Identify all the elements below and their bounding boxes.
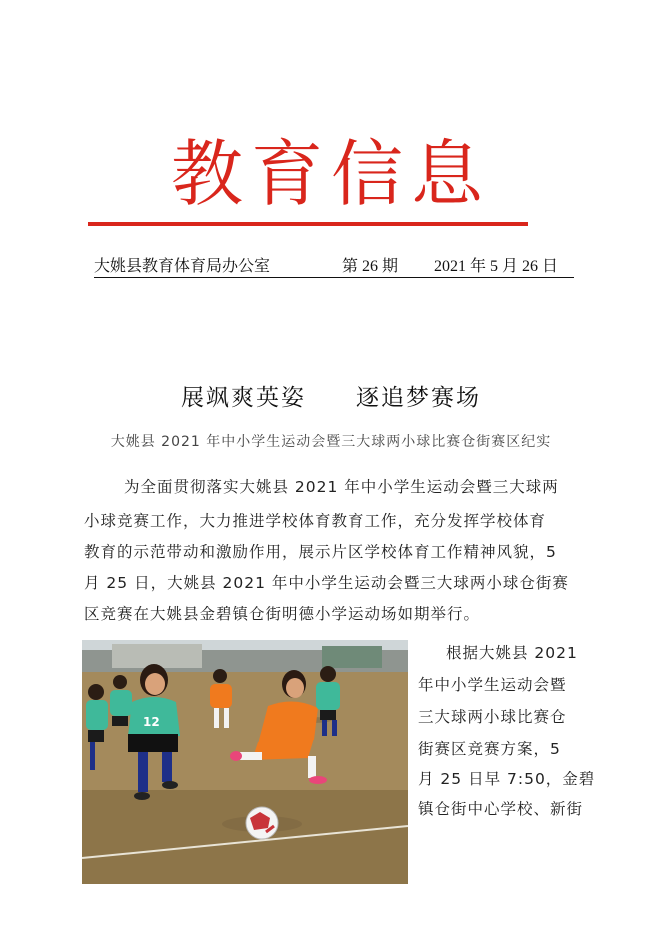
jersey-number: 12 — [143, 715, 160, 729]
masthead-title: 教育信息 — [170, 132, 491, 216]
side-text-line: 三大球两小球比赛仓 — [418, 708, 567, 726]
football-ball — [246, 807, 278, 839]
issue-underline — [94, 277, 574, 278]
issue-date: 2021 年 5 月 26 日 — [434, 258, 559, 275]
issue-info — [94, 256, 574, 278]
side-text-line: 根据大姚县 2021 — [446, 644, 578, 662]
issue-office: 大姚县教育体育局办公室 — [94, 258, 271, 275]
side-text-line: 年中小学生运动会暨 — [418, 676, 567, 694]
article-subtitle: 大姚县 2021 年中小学生运动会暨三大球两小球比赛仓街赛区纪实 — [110, 434, 552, 450]
paragraph-line: 月 25 日，大姚县 2021 年中小学生运动会暨三大球两小球仓街赛 — [84, 574, 569, 592]
paragraph-line: 教育的示范带动和激励作用，展示片区学校体育工作精神风貌，5 — [84, 543, 557, 561]
paragraph-line: 区竞赛在大姚县金碧镇仓街明德小学运动场如期举行。 — [84, 605, 481, 623]
side-text-line: 镇仓街中心学校、新街 — [418, 800, 584, 818]
football-match-photo — [82, 640, 408, 884]
side-text-line: 街赛区竞赛方案，5 — [418, 740, 561, 758]
paragraph-line: 为全面贯彻落实大姚县 2021 年中小学生运动会暨三大球两 — [124, 478, 559, 496]
masthead-divider — [88, 222, 528, 226]
issue-number: 第 26 期 — [342, 258, 399, 275]
side-text-line: 月 25 日早 7:50，金碧 — [418, 770, 596, 788]
paragraph-line: 小球竞赛工作，大力推进学校体育教育工作，充分发挥学校体育 — [84, 512, 547, 530]
article-headline: 展飒爽英姿 逐追梦赛场 — [181, 385, 481, 411]
